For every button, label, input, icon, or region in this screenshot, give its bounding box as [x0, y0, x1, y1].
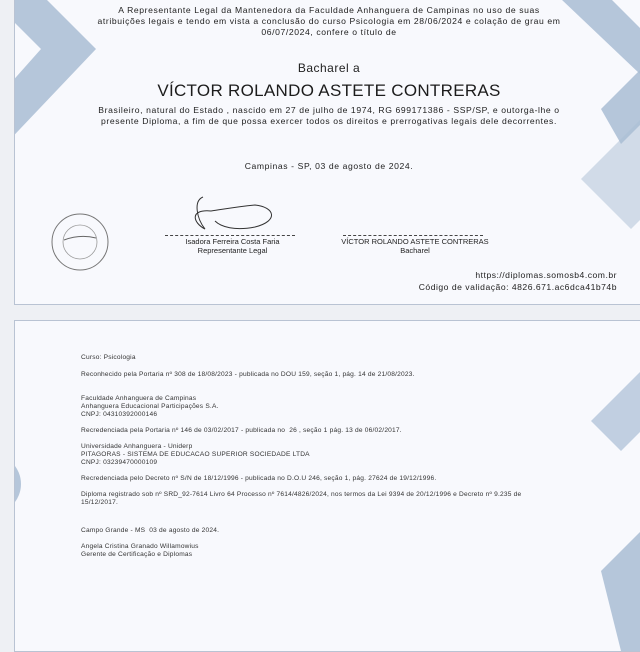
back-signer-role: Gerente de Certificação e Diplomas	[81, 551, 193, 558]
inst1-accreditation: Recredenciada pela Portaria nº 146 de 03/02/2017 - publicada no 26 , seção 1 pág. 13 de 06/02/2017.	[81, 427, 402, 434]
diploma-front	[14, 0, 640, 305]
signature-image	[175, 189, 285, 235]
inst2-name: Universidade Anhanguera - Uniderp	[81, 443, 193, 450]
inst2-cnpj: CNPJ: 03239470000109	[81, 459, 158, 466]
recognition: Reconhecido pela Portaria nº 308 de 18/08/2023 - publicada no DOU 159, seção 1, pág. 14 de 21/08/2023.	[81, 371, 415, 378]
intro-text: A Representante Legal da Mantenedora da Faculdade Anhanguera de Campinas no uso de suas atribuições legais e tendo em vista a conclusão do curso Psicologia em 28/06/2024 e colação de grau em 06/07/2024, confere o título de	[97, 5, 561, 37]
validation-code: Código de validação: 4826.671.ac6dca41b74b	[418, 282, 617, 292]
back-signer-name: Angela Cristina Granado Willamowius	[81, 543, 199, 550]
inst1-cnpj: CNPJ: 04310392000146	[81, 411, 158, 418]
inst2-maintainer: PITAGORAS - SISTEMA DE EDUCACAO SUPERIOR SOCIEDADE LTDA	[81, 451, 310, 458]
diploma-back	[14, 320, 640, 652]
inst2-accreditation: Recredenciada pelo Decreto nº S/N de 18/12/1996 - publicada no D.O.U 246, seção 1, pág. 27624 de 19/12/1996.	[81, 475, 437, 482]
validation-url[interactable]: https://diplomas.somosb4.com.br	[475, 270, 617, 280]
signer1-role: Representante Legal	[197, 245, 268, 255]
place-date: Campinas - SP, 03 de agosto de 2024.	[244, 161, 414, 171]
signer1-name: Isadora Ferreira Costa Faria	[185, 237, 280, 246]
signer2-role: Bacharel	[400, 245, 430, 255]
inst1-name: Faculdade Anhanguera de Campinas	[81, 395, 197, 402]
registration: Diploma registrado sob nº SRD_92-7614 Livro 64 Processo nº 7614/4826/2024, nos termos da Lei 9394 de 20/12/1996 e Decreto nº 9.235 de 15/12/2017.	[81, 491, 522, 506]
degree-title: Bacharel a	[297, 61, 361, 75]
graduate-name: VÍCTOR ROLANDO ASTETE CONTRERAS	[157, 81, 501, 100]
course: Curso: Psicologia	[81, 354, 136, 361]
back-place-date: Campo Grande - MS 03 de agosto de 2024.	[81, 527, 220, 534]
inst1-maintainer: Anhanguera Educacional Participações S.A.	[81, 403, 219, 410]
signer2-name: VÍCTOR ROLANDO ASTETE CONTRERAS	[341, 237, 489, 246]
brazil-seal-icon	[50, 212, 110, 272]
body-text: Brasileiro, natural do Estado , nascido em 27 de julho de 1974, RG 699171386 - SSP/SP, e outorga-lhe o presente Diploma, a fim de que possa exercer todos os direitos e prerrogativas legais dele decorrentes.	[98, 105, 560, 126]
